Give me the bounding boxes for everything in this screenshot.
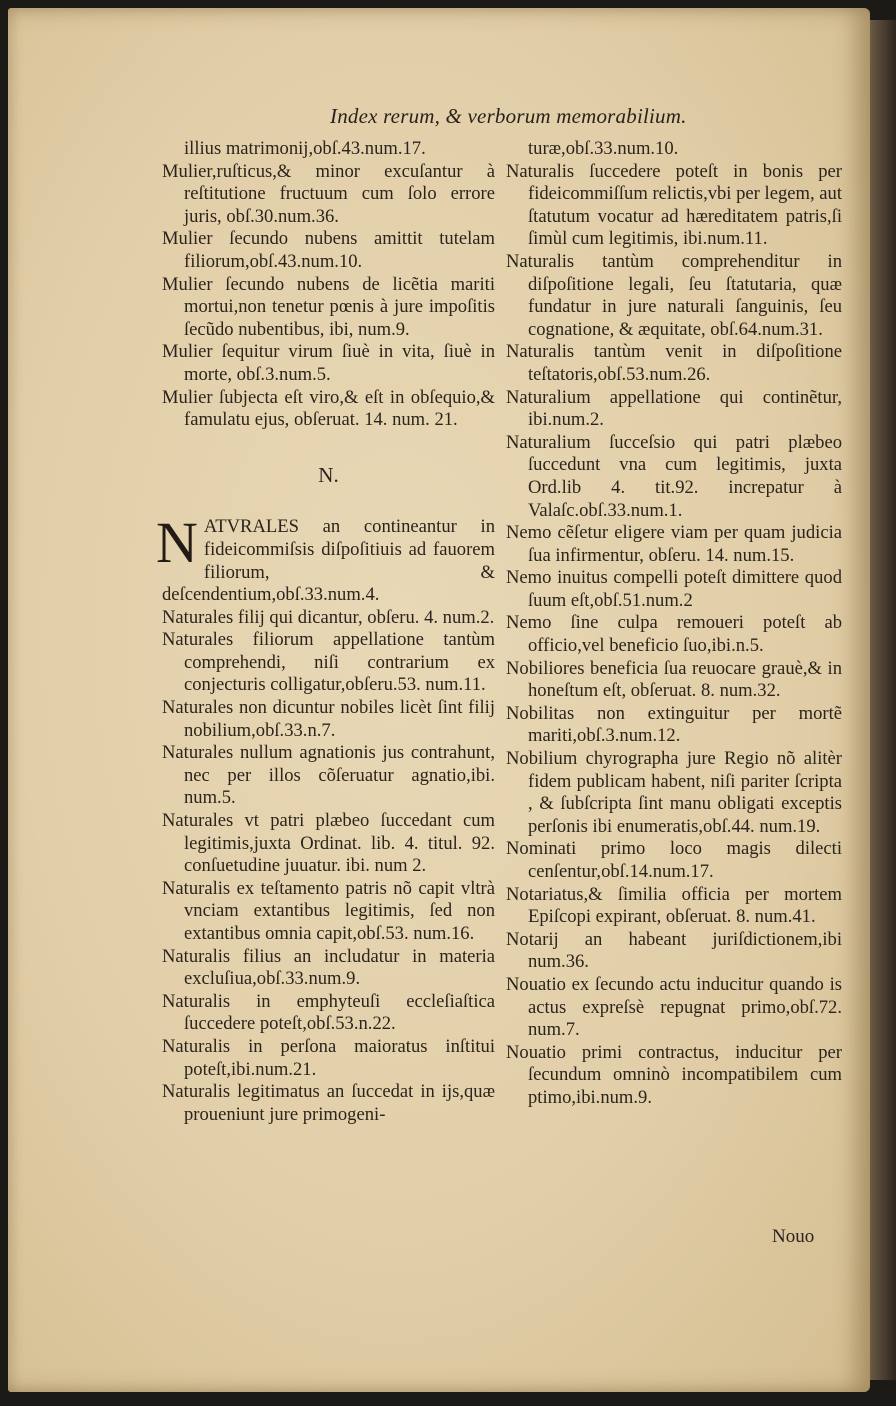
index-entry: Naturalis tantùm comprehenditur in diſpoſitione legali, ſeu ſtatutaria, quæ fundatur in jure naturali ſanguinis, ſeu cognatione, & æquitate, obſ.64.num.31. — [506, 250, 842, 340]
index-entry: Nemo inuitus compelli poteſt dimittere quod ſuum eſt,obſ.51.num.2 — [506, 567, 842, 611]
catchword: Nouo — [772, 1226, 815, 1247]
index-entry: Mulier ſecundo nubens amittit tutelam filiorum,obſ.43.num.10. — [162, 228, 495, 272]
index-entry: Nobiliores beneficia ſua reuocare grauè,& in honeſtum eſt, obſeruat. 8. num.32. — [506, 657, 842, 702]
drop-cap: N — [156, 510, 198, 576]
index-entry: Mulier,ruſticus,& minor excuſantur à reſtitutione fructuum cum ſolo errore juris, obſ.30.num.36. — [162, 160, 495, 227]
index-entry: illius matrimonij,obſ.43.num.17. — [184, 138, 426, 159]
index-entry: Nominati primo loco magis dilecti cenſentur,obſ.14.num.17. — [506, 838, 842, 882]
index-entry: Naturalium appellatione qui continẽtur, ibi.num.2. — [506, 386, 842, 431]
index-entry: Naturalis filius an includatur in materia excluſiua,obſ.33.num.9. — [162, 945, 495, 990]
right-column — [506, 138, 842, 1110]
index-entry: turæ,obſ.33.num.10. — [528, 138, 679, 159]
first-entry-text: ATVRALES an contineantur in fideicommiſsis diſpoſitiuis ad fauorem filiorum, & deſcendentium,obſ.33.num.4. — [162, 516, 495, 606]
book-gutter — [870, 20, 896, 1380]
index-entry: Naturales filij qui dicantur, obſeru. 4. num.2. — [162, 606, 495, 628]
index-entry: Mulier ſubjecta eſt viro,& eſt in obſequio,& famulatu ejus, obſeruat. 14. num. 21. — [162, 386, 495, 431]
index-entry: Nobilitas non extinguitur per mortẽ mariti,obſ.3.num.12. — [506, 702, 842, 747]
index-entry: Naturalis tantùm venit in diſpoſitione teſtatoris,obſ.53.num.26. — [506, 341, 842, 385]
index-entry: Naturales non dicuntur nobiles licèt ſint filij nobilium,obſ.33.n.7. — [162, 697, 495, 741]
right-entries — [506, 138, 842, 1110]
index-entry: Notariatus,& ſimilia officia per mortem Epiſcopi expirant, obſeruat. 8. num.41. — [506, 883, 842, 928]
index-entry: Naturalis in emphyteuſi eccleſiaſtica ſuccedere poteſt,obſ.53.n.22. — [162, 990, 495, 1035]
index-entry: Nemo ſine culpa remoueri poteſt ab officio,vel beneficio ſuo,ibi.n.5. — [506, 612, 842, 657]
left-entries-before — [162, 138, 495, 432]
index-entry: Naturalis ſuccedere poteſt in bonis per fideicommiſſum relictis,vbi per legem, aut ſtatutum vocatur ad hæreditatem patris,ſi ſimùl cum legitimis, ibi.num.11. — [506, 160, 842, 250]
index-entry: Notarij an habeant juriſdictionem,ibi num.36. — [506, 928, 842, 973]
index-entry: Nobilium chyrographa jure Regio nõ alitèr fidem publicam habent, niſi pariter ſcripta , & ſubſcripta ſint manu obligati exceptis perſonis ibi enumeratis,obſ.44. num.19. — [506, 748, 842, 837]
index-entry: Nouatio primi contractus, inducitur per ſecundum omninò incompatibilem cum ptimo,ibi.num.9. — [506, 1041, 842, 1108]
index-entry: Mulier ſequitur virum ſiuè in vita, ſiuè in morte, obſ.3.num.5. — [162, 341, 495, 385]
index-entry: Naturalis ex teſtamento patris nõ capit vltrà vnciam extantibus legitimis, ſed non extantibus omnia capit,obſ.53. num.16. — [162, 877, 495, 944]
index-entry: Naturalis in perſona maioratus inſtitui poteſt,ibi.num.21. — [162, 1035, 495, 1080]
index-entry: Nouatio ex ſecundo actu inducitur quando is actus expreſsè repugnat primo,obſ.72. num.7. — [506, 973, 842, 1041]
running-head: Index rerum, & verborum memorabilium. — [330, 104, 687, 128]
index-entry: Naturales nullum agnationis jus contrahunt, nec per illos cõſeruatur agnatio,ibi. num.5. — [162, 742, 495, 809]
index-entry: Naturales vt patri plæbeo ſuccedant cum legitimis,juxta Ordinat. lib. 4. titul. 92. conſuetudine juuatur. ibi. num 2. — [162, 810, 495, 877]
index-entry: Naturalium ſucceſsio qui patri plæbeo ſuccedunt vna cum legitimis, juxta Ord.lib 4. tit.92. increpatur à Valaſc.obſ.33.num.1. — [506, 431, 842, 521]
index-entry: Mulier ſecundo nubens de licẽtia mariti mortui,non tenetur pœnis à jure impoſitis ſecũdo nubentibus, ibi, num.9. — [162, 273, 495, 340]
index-entry: Naturalis legitimatus an ſuccedat in ijs,quæ proueniunt jure primogeni- — [162, 1081, 495, 1125]
section-letter: N. — [318, 462, 339, 487]
first-entry-naturales — [156, 510, 495, 606]
left-entries-after — [162, 607, 495, 1127]
index-entry: Naturales filiorum appellatione tantùm comprehendi, niſi contrarium ex conjecturis colligatur,obſeru.53. num.11. — [162, 629, 495, 696]
left-column — [156, 138, 495, 1126]
index-entry: Nemo cẽſetur eligere viam per quam judicia ſua infirmentur, obſeru. 14. num.15. — [506, 522, 842, 566]
